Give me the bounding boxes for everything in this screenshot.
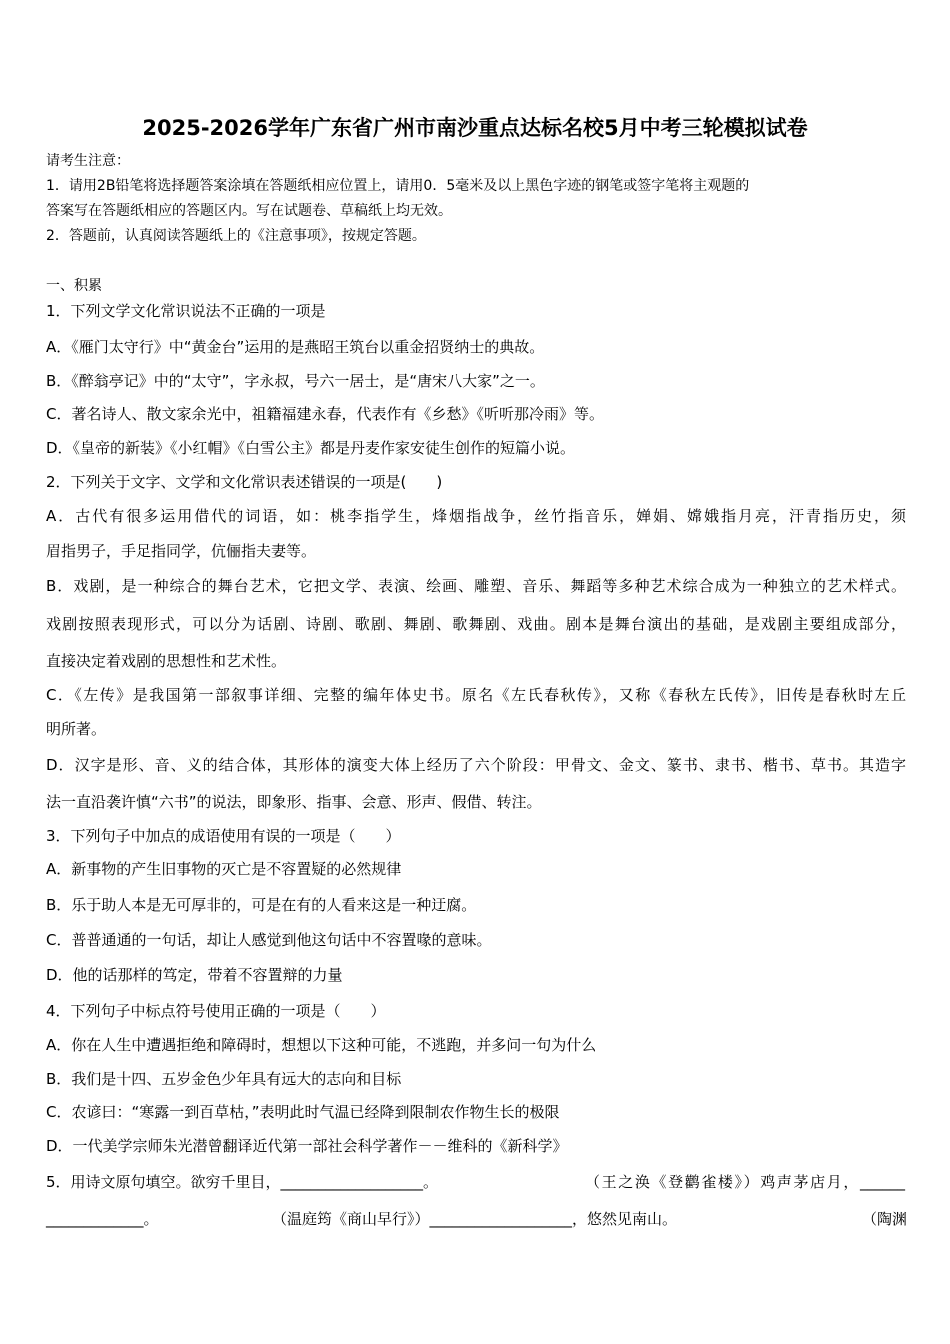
question-line: B．戏剧，是一种综合的舞台艺术，它把文学、表演、绘画、雕塑、音乐、舞蹈等多种艺术综合成为一种独立的艺术样式。: [46, 577, 906, 595]
q5-text: （王之涣《登鹳雀楼》）鸡声茅店月，______: [585, 1173, 905, 1191]
question-line: C．农谚曰：“寒露一到百草枯，”表明此时气温已经降到限制农作物生长的极限: [46, 1103, 560, 1121]
question-line: A．你在人生中遭遇拒绝和障碍时，想想以下这种可能，不逃跑，并多问一句为什么: [46, 1036, 597, 1054]
question-line: D．一代美学宗师朱光潜曾翻译近代第一部社会科学著作－－维科的《新科学》: [46, 1137, 568, 1155]
notice-item: 1．请用2B铅笔将选择题答案涂填在答题纸相应位置上，请用0．5毫米及以上黑色字迹的钢笔或签字笔将主观题的: [46, 178, 750, 194]
question-line: 法一直沿袭许慎“六书”的说法，即象形、指事、会意、形声、假借、转注。: [46, 793, 542, 811]
question-line: B．《醉翁亭记》中的“太守”，字永叔，号六一居士，是“唐宋八大家”之一。: [46, 372, 545, 390]
question-line: B．乐于助人本是无可厚非的，可是在有的人看来这是一种迂腐。: [46, 896, 477, 914]
question-line: 3．下列句子中加点的成语使用有误的一项是（ ）: [46, 827, 401, 845]
question-line: 直接决定着戏剧的思想性和艺术性。: [46, 652, 287, 670]
question-line: B．我们是十四、五岁金色少年具有远大的志向和目标: [46, 1070, 402, 1088]
question-line: A．新事物的产生旧事物的灭亡是不容置疑的必然规律: [46, 860, 402, 878]
notice-heading: 请考生注意：: [46, 153, 130, 169]
q5-text: （陶渊: [862, 1210, 908, 1228]
question-line: C．普普通通的一句话，却让人感觉到他这句话中不容置喙的意味。: [46, 931, 492, 949]
question-line: D．汉字是形、音、义的结合体，其形体的演变大体上经历了六个阶段：甲骨文、金文、篆书、隶书、楷书、草书。其造字: [46, 756, 906, 774]
question-line: 明所著。: [46, 720, 107, 738]
notice-item: 2．答题前，认真阅读答题纸上的《注意事项》，按规定答题。: [46, 228, 426, 244]
question-line: 戏剧按照表现形式，可以分为话剧、诗剧、歌剧、舞剧、歌舞剧、戏曲。剧本是舞台演出的基础，是戏剧主要组成部分，: [46, 615, 906, 633]
section-heading: 一、积累: [46, 278, 102, 294]
question-line: D．他的话那样的笃定，带着不容置辩的力量: [46, 966, 343, 984]
q5-text: 5．用诗文原句填空。欲穷千里目，___________________。: [46, 1173, 439, 1191]
question-line: D．《皇帝的新装》《小红帽》《白雪公主》都是丹麦作家安徒生创作的短篇小说。: [46, 439, 576, 457]
question-line: C．著名诗人、散文家余光中，祖籍福建永春，代表作有《乡愁》《听听那冷雨》等。: [46, 405, 604, 423]
page-title: 2025-2026学年广东省广州市南沙重点达标名校5月中考三轮模拟试卷: [142, 116, 808, 140]
question-line: 眉指男子，手足指同学，伉俪指夫妻等。: [46, 542, 317, 560]
q5-text: （温庭筠《商山早行》）___________________，悠然见南山。: [272, 1210, 678, 1228]
question-line: A．古代有很多运用借代的词语，如：桃李指学生，烽烟指战争，丝竹指音乐，婵娟、嫦娥指月亮，汗青指历史，须: [46, 507, 906, 525]
question-line: A．《雁门太守行》中“黄金台”运用的是燕昭王筑台以重金招贤纳士的典故。: [46, 338, 545, 356]
q5-text: _____________。: [46, 1210, 159, 1228]
question-line: 2．下列关于文字、文学和文化常识表述错误的一项是( ): [46, 473, 443, 491]
question-line: C．《左传》是我国第一部叙事详细、完整的编年体史书。原名《左氏春秋传》，又称《春秋左氏传》，旧传是春秋时左丘: [46, 686, 906, 704]
question-line: 1．下列文学文化常识说法不正确的一项是: [46, 302, 326, 320]
notice-item: 答案写在答题纸相应的答题区内。写在试题卷、草稿纸上均无效。: [46, 203, 452, 219]
question-line: 4．下列句子中标点符号使用正确的一项是（ ）: [46, 1002, 386, 1020]
